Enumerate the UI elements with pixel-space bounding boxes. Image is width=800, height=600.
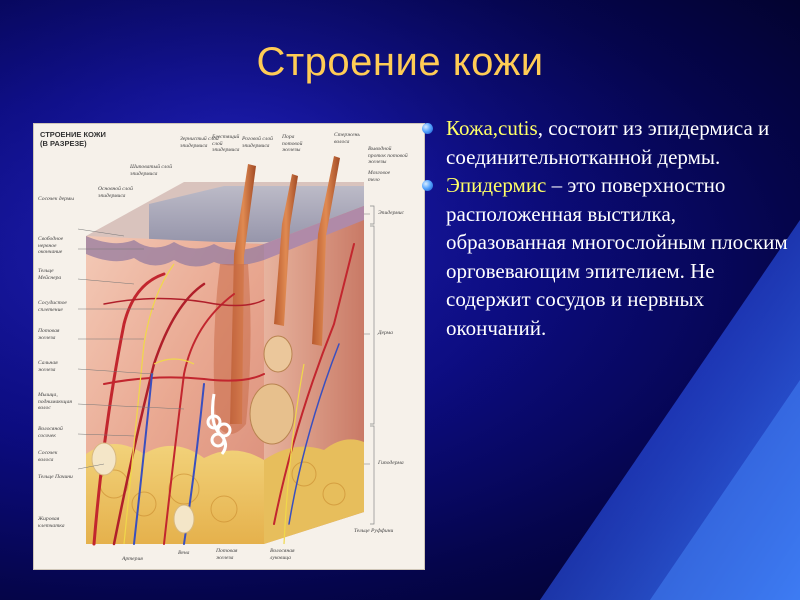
label-vein: Вена [178, 550, 190, 556]
label-sweat-duct: Выводной проток потовой железы [368, 146, 408, 165]
label-free-nerve-ending: Свободное нервное окончание [38, 236, 64, 255]
label-vascular-plexus: Сосудистое сплетение [38, 300, 67, 313]
label-sweat-pore: Пора потовой железы [282, 134, 303, 153]
label-pacinian-corpuscle: Тельце Пачини [38, 474, 73, 480]
bullet-highlight: Эпидермис [446, 173, 547, 197]
label-spinous-layer: Шиповатый слой эпидермиса [130, 164, 173, 177]
label-medulla: Мозговое тело [368, 170, 391, 183]
label-horny-layer: Роговой слой эпидермиса [242, 136, 273, 149]
bullet-text: , состоит из эпидермиса и соединительнотканной дермы. [446, 116, 770, 169]
label-hair-shaft: Стержень волоса [334, 132, 360, 145]
label-hair-papilla: Волосяной сосочек [38, 426, 63, 439]
slide-title: Строение кожи [256, 40, 544, 84]
bullet-item [422, 171, 792, 342]
label-lucid-layer: Блестящий слой эпидермиса [212, 134, 240, 153]
label-sweat-gland: Потовая железа [38, 328, 60, 341]
label-dermis: Дерма [378, 330, 393, 336]
label-hair-bulb: Волосяная луковица [270, 548, 295, 561]
label-ruffini-corpuscle: Тельце Руффини [354, 528, 394, 534]
bullet-list [422, 114, 792, 342]
figure-title [40, 130, 106, 148]
label-artery: Артерия [122, 556, 143, 562]
bullet-highlight: Кожа,cutis [446, 116, 538, 140]
label-arrector-pili: Мышца, поднимающая волос [38, 392, 72, 411]
label-hypodermis: Гиподерма [378, 460, 404, 466]
skin-illustration [34, 124, 424, 569]
bullet-dot-icon [422, 180, 433, 191]
label-granular-layer: Зернистый слой эпидермиса [180, 136, 219, 149]
label-meissner-corpuscle: Тельце Мейснера [38, 268, 62, 281]
label-epidermis: Эпидермис [378, 210, 405, 216]
label-hair-follicle: Сосочек волоса [38, 450, 58, 463]
bullet-dot-icon [422, 123, 433, 134]
label-sebaceous-gland: Сальная железа [38, 360, 58, 373]
skin-cross-section-figure [34, 124, 424, 569]
label-sweat-gland-bottom: Потовая железа [216, 548, 238, 561]
label-dermal-papilla: Сосочек дермы [38, 196, 74, 202]
bullet-text: – это поверхностно расположенная выстилка, образованная многослойным плоским орговевающим эпителием. Не содержит сосудов и нервных окончаний. [446, 173, 788, 340]
label-basal-layer: Основной слой эпидермиса [98, 186, 133, 199]
bullet-item [422, 114, 792, 171]
figure-title-line2: (В РАЗРЕЗЕ) [40, 139, 87, 148]
figure-title-line1: СТРОЕНИЕ КОЖИ [40, 130, 106, 139]
label-fat-tissue: Жировая клетчатка [38, 516, 65, 529]
